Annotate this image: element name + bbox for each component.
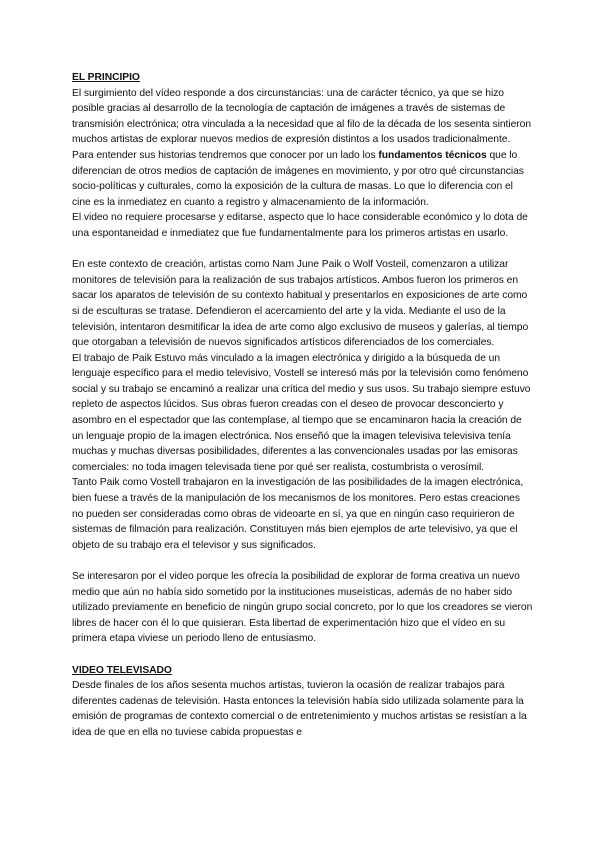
paragraph: En este contexto de creación, artistas como Nam June Paik o Wolf Vosteil, comenzaron a utilizar monitores de televisión para la realización de sus trabajos artísticos. Ambos fueron los primeros en sacar los aparatos de televisión de su contexto habitual y presentarlos en exposiciones de arte como si de esculturas se tratase. Defendieron el acercamiento del arte y la vida. Mediante el uso de la televisión, intentaron desmitificar la idea de arte como algo exclusivo de museos y galerías, al tiempo que otorgaban a televisión de nuevos significados artísticos diferenciados de los comerciales. bbox=[72, 259, 529, 349]
section-heading: VIDEO TELEVISADO bbox=[72, 664, 172, 676]
paragraph: El video no requiere procesarse y editarse, aspecto que lo hace considerable económico y lo dota de una espontaneidad e inmediatez que fue fundamentalmente para los primeros artistas en usarlo. bbox=[72, 212, 528, 239]
paragraph-text: que lo diferencian de otros medios de captación de imágenes en movimiento, y por otro qué circunstancias socio-políticas y culturales, como la exposición de la cultura de masas. Lo que lo diferencia con el cine es la inmediatez en cuanto a registro y almacenamiento de la información. bbox=[72, 149, 524, 208]
paragraph: Se interesaron por el video porque les ofrecía la posibilidad de explorar de forma creativa un nuevo medio que aún no había sido sometido por la instituciones museísticas, además de no haber sido utilizado previamente en beneficio de ningún grupo social concreto, por lo que los creadores se vieron libres de hacer con él lo que quisieran. Esta libertad de experimentación hizo que el vídeo en su primera etapa viviese un periodo lleno de entusiasmo. bbox=[72, 571, 533, 645]
paragraph: Desde finales de los años sesenta muchos artistas, tuvieron la ocasión de realizar trabajos para diferentes cadenas de televisión. Hasta entonces la televisión había sido utilizada solamente para la emisión de programas de contexto comercial o de entretenimiento y muchos artistas se resistían a la idea de que en ella no tuviese cabida propuestas e bbox=[72, 680, 527, 738]
section-heading: EL PRINCIPIO bbox=[72, 72, 140, 83]
bold-phrase: fundamentos técnicos bbox=[378, 149, 487, 161]
paragraph: El trabajo de Paik Estuvo más vinculado a la imagen electrónica y dirigido a la búsqueda de un lenguaje específico para el medio televisivo, Vostell se interesó más por la televisión como fenómeno social y su trabajo se encaminó a realizar una crítica del medio y sus usos. Su trabajo siempre estuvo repleto de aspectos lúcidos. Sus obras fueron creadas con el deseo de provocar desconcierto y asombro en el espectador que las contemplase, al tiempo que se encaminaron hacia la creación de un lenguaje propio de la imagen electrónica. Nos enseñó que la imagen televisiva televisiva tenía muchas y muchas diversas posibilidades, diferentes a las convencionales usadas por las emisoras comerciales: no toda imagen televisada tiene por qué ser realista, costumbrista o verosímil. bbox=[72, 352, 531, 473]
paragraph-text: El surgimiento del vídeo responde a dos circunstancias: una de carácter técnico, ya que se hizo posible gracias al desarrollo de la tecnología de captación de imágenes a través de sistemas de transmisión electrónica; otra vinculada a la necesidad que al filo de la década de los sesenta sintieron muchos artistas de explorar nuevos medios de expresión distintos a los usados tradicionalmente. Para entender sus historias tendremos que conocer por un lado los bbox=[72, 87, 532, 161]
document-page bbox=[72, 70, 534, 741]
paragraph bbox=[72, 86, 534, 211]
section-el-principio bbox=[72, 70, 534, 663]
section-video-televisado bbox=[72, 663, 534, 741]
paragraph-spacer bbox=[72, 647, 534, 663]
paragraph-spacer bbox=[72, 553, 534, 569]
paragraph: Tanto Paik como Vostell trabajaron en la investigación de las posibilidades de la imagen electrónica, bien fuese a través de la manipulación de los mecanismos de los monitores. Pero estas creaciones no pueden ser consideradas como obras de videoarte en sí, ya que en ningún caso requirieron de sistemas de filmación para realización. Constituyen más bien ejemplos de arte televisivo, ya que el objeto de su trabajo era el televisor y sus significados. bbox=[72, 477, 524, 551]
paragraph-spacer bbox=[72, 242, 534, 258]
